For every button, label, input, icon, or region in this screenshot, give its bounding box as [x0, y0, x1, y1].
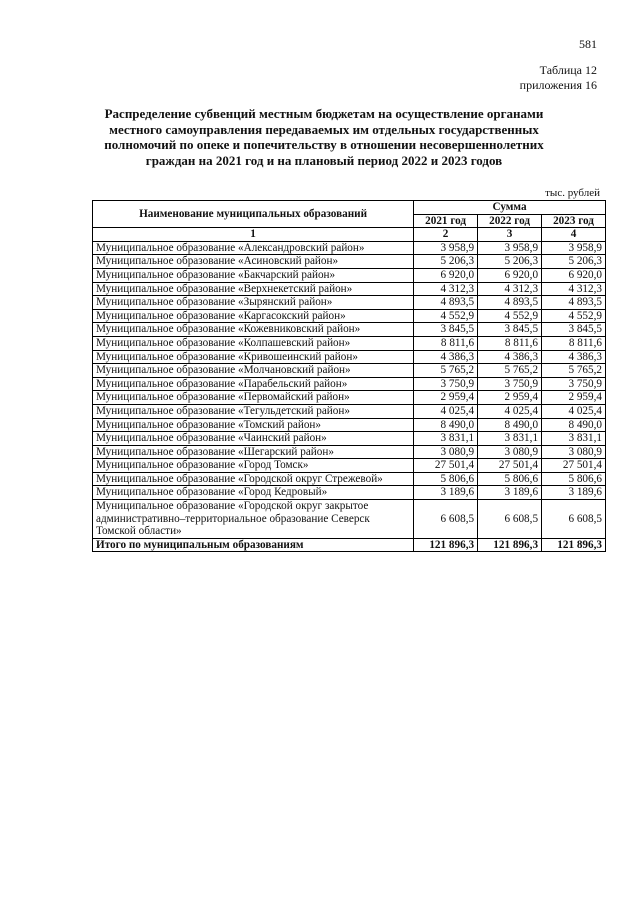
- municipality-name-cell: Муниципальное образование «Кожевниковский район»: [93, 323, 414, 337]
- table-reference-line-2: приложения 16: [519, 78, 597, 92]
- title-line-3: полномочий по опеке и попечительству в отношении несовершеннолетних: [104, 137, 544, 152]
- amount-2023-cell: 8 490,0: [542, 418, 606, 432]
- subsidy-table: [92, 200, 606, 552]
- amount-2023-cell: 3 189,6: [542, 486, 606, 500]
- title-line-1: Распределение субвенций местным бюджетам на осуществление органами: [104, 106, 544, 121]
- total-2021: 121 896,3: [414, 538, 478, 552]
- table-row: [93, 445, 606, 459]
- document-title: [92, 106, 556, 168]
- table-row: [93, 350, 606, 364]
- amount-2021-cell: 3 080,9: [414, 445, 478, 459]
- amount-2021-cell: 2 959,4: [414, 391, 478, 405]
- amount-2023-cell: 4 386,3: [542, 350, 606, 364]
- municipality-name-cell: Муниципальное образование «Александровский район»: [93, 241, 414, 255]
- table-row: [93, 404, 606, 418]
- table-row: [93, 255, 606, 269]
- amount-2022-cell: 3 958,9: [478, 241, 542, 255]
- table-row: [93, 391, 606, 405]
- municipality-name-cell: Муниципальное образование «Чаинский район»: [93, 432, 414, 446]
- amount-2021-cell: 5 765,2: [414, 364, 478, 378]
- amount-2022-cell: 3 845,5: [478, 323, 542, 337]
- municipality-name-cell: Муниципальное образование «Кривошеинский район»: [93, 350, 414, 364]
- municipality-name-cell: Муниципальное образование «Парабельский район»: [93, 377, 414, 391]
- table-row: [93, 309, 606, 323]
- amount-2022-cell: 3 750,9: [478, 377, 542, 391]
- table-body: [93, 241, 606, 552]
- header-sum: Сумма: [414, 201, 606, 215]
- municipality-name-cell: Муниципальное образование «Верхнекетский район»: [93, 282, 414, 296]
- total-2023: 121 896,3: [542, 538, 606, 552]
- table-reference-line-1: Таблица 12: [539, 63, 597, 77]
- amount-2021-cell: 5 806,6: [414, 472, 478, 486]
- table-row: [93, 486, 606, 500]
- amount-2022-cell: 5 806,6: [478, 472, 542, 486]
- municipality-name-cell: Муниципальное образование «Каргасокский район»: [93, 309, 414, 323]
- table-row: [93, 296, 606, 310]
- table-row: [93, 241, 606, 255]
- municipality-name-cell: Муниципальное образование «Бакчарский район»: [93, 268, 414, 282]
- amount-2022-cell: 4 893,5: [478, 296, 542, 310]
- amount-2021-cell: 4 552,9: [414, 309, 478, 323]
- amount-2022-cell: 8 811,6: [478, 336, 542, 350]
- column-index-2: 2: [414, 228, 478, 242]
- amount-2022-cell: 2 959,4: [478, 391, 542, 405]
- amount-2021-cell: 4 386,3: [414, 350, 478, 364]
- municipality-name-cell: Муниципальное образование «Тегульдетский район»: [93, 404, 414, 418]
- municipality-name-cell: Муниципальное образование «Зырянский район»: [93, 296, 414, 310]
- table-row: [93, 377, 606, 391]
- amount-2023-cell: 6 920,0: [542, 268, 606, 282]
- municipality-name-cell: Муниципальное образование «Молчановский район»: [93, 364, 414, 378]
- municipality-name-cell: Муниципальное образование «Город Кедровый»: [93, 486, 414, 500]
- amount-2023-cell: 3 845,5: [542, 323, 606, 337]
- amount-2021-cell: 5 206,3: [414, 255, 478, 269]
- amount-2023-cell: 8 811,6: [542, 336, 606, 350]
- total-label: Итого по муниципальным образованиям: [93, 538, 414, 552]
- amount-2023-cell: 3 080,9: [542, 445, 606, 459]
- amount-2021-cell: 3 845,5: [414, 323, 478, 337]
- municipality-name-cell: Муниципальное образование «Томский район»: [93, 418, 414, 432]
- total-2022: 121 896,3: [478, 538, 542, 552]
- amount-2022-cell: 3 831,1: [478, 432, 542, 446]
- table-row: [93, 500, 606, 539]
- amount-2022-cell: 5 206,3: [478, 255, 542, 269]
- amount-2022-cell: 27 501,4: [478, 459, 542, 473]
- amount-2021-cell: 3 958,9: [414, 241, 478, 255]
- amount-2023-cell: 5 206,3: [542, 255, 606, 269]
- table-reference: [520, 63, 597, 93]
- municipality-name-cell: Муниципальное образование «Колпашевский район»: [93, 336, 414, 350]
- amount-2023-cell: 4 025,4: [542, 404, 606, 418]
- amount-2021-cell: 4 025,4: [414, 404, 478, 418]
- amount-2023-cell: 27 501,4: [542, 459, 606, 473]
- amount-2021-cell: 6 920,0: [414, 268, 478, 282]
- amount-2023-cell: 3 831,1: [542, 432, 606, 446]
- amount-2022-cell: 8 490,0: [478, 418, 542, 432]
- amount-2022-cell: 5 765,2: [478, 364, 542, 378]
- total-row: [93, 538, 606, 552]
- table-row: [93, 323, 606, 337]
- municipality-name-cell: Муниципальное образование «Городской округ закрытое административно–территориальное образование Северск Томской области»: [93, 500, 414, 539]
- amount-2023-cell: 4 893,5: [542, 296, 606, 310]
- column-index-1: 1: [93, 228, 414, 242]
- amount-2022-cell: 4 312,3: [478, 282, 542, 296]
- amount-2022-cell: 6 920,0: [478, 268, 542, 282]
- title-line-2: местного самоуправления передаваемых им отдельных государственных: [109, 121, 539, 137]
- amount-2021-cell: 3 831,1: [414, 432, 478, 446]
- table-row: [93, 268, 606, 282]
- table-row: [93, 459, 606, 473]
- amount-2022-cell: 3 189,6: [478, 486, 542, 500]
- header-year-2023: 2023 год: [542, 214, 606, 228]
- table-row: [93, 418, 606, 432]
- municipality-name-cell: Муниципальное образование «Городской округ Стрежевой»: [93, 472, 414, 486]
- municipality-name-cell: Муниципальное образование «Первомайский район»: [93, 391, 414, 405]
- amount-2022-cell: 4 386,3: [478, 350, 542, 364]
- amount-2022-cell: 4 552,9: [478, 309, 542, 323]
- amount-2023-cell: 6 608,5: [542, 500, 606, 539]
- amount-2023-cell: 2 959,4: [542, 391, 606, 405]
- title-line-4: граждан на 2021 год и на плановый период 2022 и 2023 годов: [145, 152, 503, 168]
- header-municipality-name: Наименование муниципальных образований: [93, 201, 414, 228]
- amount-2021-cell: 4 893,5: [414, 296, 478, 310]
- amount-2022-cell: 6 608,5: [478, 500, 542, 539]
- page-number: 581: [579, 37, 597, 51]
- amount-2023-cell: 3 958,9: [542, 241, 606, 255]
- header-year-2022: 2022 год: [478, 214, 542, 228]
- amount-2023-cell: 4 312,3: [542, 282, 606, 296]
- table-row: [93, 432, 606, 446]
- amount-2021-cell: 3 189,6: [414, 486, 478, 500]
- municipality-name-cell: Муниципальное образование «Асиновский район»: [93, 255, 414, 269]
- header-year-2021: 2021 год: [414, 214, 478, 228]
- table-row: [93, 364, 606, 378]
- amount-2021-cell: 6 608,5: [414, 500, 478, 539]
- municipality-name-cell: Муниципальное образование «Город Томск»: [93, 459, 414, 473]
- table-row: [93, 472, 606, 486]
- amount-2023-cell: 5 765,2: [542, 364, 606, 378]
- amount-2023-cell: 3 750,9: [542, 377, 606, 391]
- table-row: [93, 282, 606, 296]
- units-label: тыс. рублей: [545, 187, 600, 199]
- amount-2023-cell: 5 806,6: [542, 472, 606, 486]
- amount-2021-cell: 27 501,4: [414, 459, 478, 473]
- amount-2021-cell: 8 811,6: [414, 336, 478, 350]
- amount-2023-cell: 4 552,9: [542, 309, 606, 323]
- amount-2021-cell: 3 750,9: [414, 377, 478, 391]
- amount-2022-cell: 4 025,4: [478, 404, 542, 418]
- municipality-name-cell: Муниципальное образование «Шегарский район»: [93, 445, 414, 459]
- amount-2021-cell: 8 490,0: [414, 418, 478, 432]
- amount-2022-cell: 3 080,9: [478, 445, 542, 459]
- table-row: [93, 336, 606, 350]
- amount-2021-cell: 4 312,3: [414, 282, 478, 296]
- column-index-4: 4: [542, 228, 606, 242]
- column-index-3: 3: [478, 228, 542, 242]
